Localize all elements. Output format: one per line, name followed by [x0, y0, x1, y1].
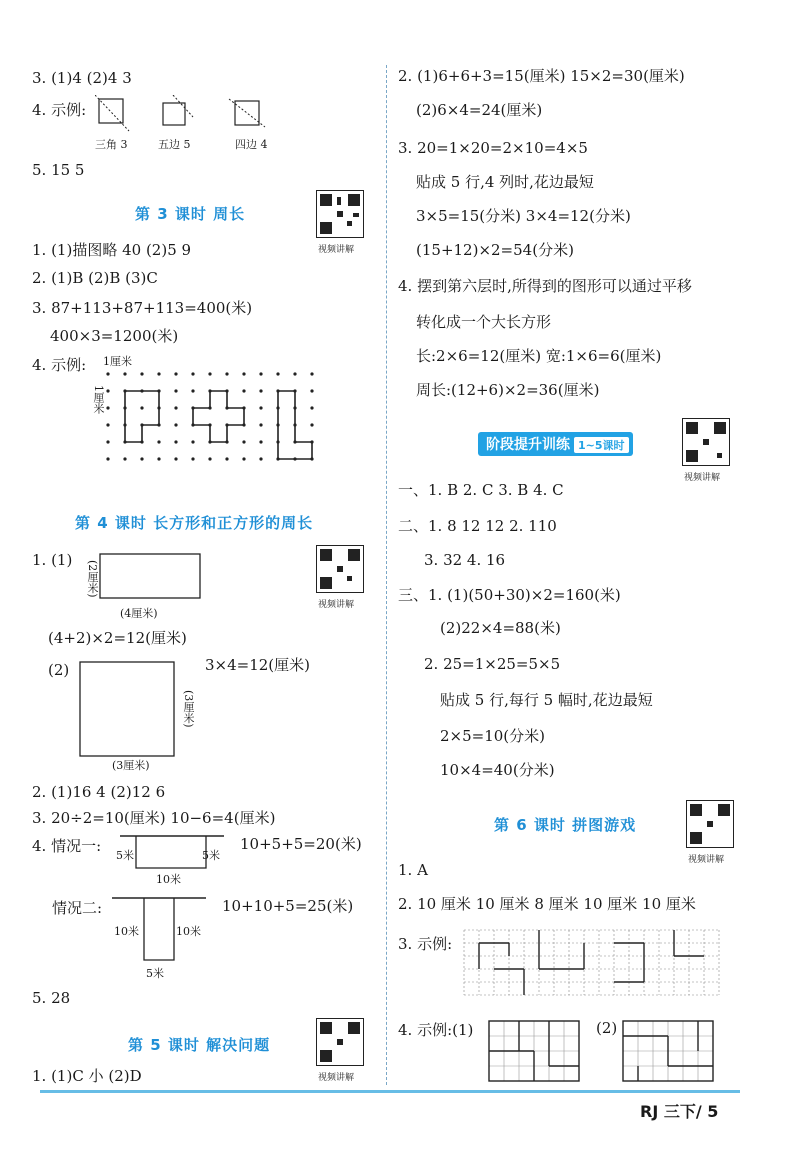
qr-code-icon[interactable]	[682, 418, 730, 466]
answer-line: 3. 示例:	[398, 935, 453, 953]
answer-line: 2. 10 厘米 10 厘米 8 厘米 10 厘米 10 厘米	[398, 895, 696, 913]
dimension-label: 5米	[202, 849, 220, 862]
answer-line: 5. 15 5	[32, 161, 85, 179]
answer-line: 3. 87+113+87+113=400(米)	[32, 299, 253, 317]
answer-line: 1. A	[398, 861, 428, 879]
answer-line: 2×5=10(分米)	[440, 727, 546, 745]
answer-line: 2. (1)6+6+3=15(厘米) 15×2=30(厘米)	[398, 67, 685, 85]
badge-subtitle: 1~5课时	[574, 437, 629, 453]
qr-caption: 视频讲解	[318, 245, 355, 255]
qr-code-icon[interactable]	[686, 800, 734, 848]
dot-grid-figures	[100, 368, 340, 468]
answer-line: 1. (1)C 小 (2)D	[32, 1067, 142, 1085]
answer-line: 3. 20=1×20=2×10=4×5	[398, 139, 588, 157]
answer-line: 3×4=12(厘米)	[205, 656, 311, 674]
answer-line: 4. 摆到第六层时,所得到的图形可以通过平移	[398, 277, 692, 295]
answer-line: (15+12)×2=54(分米)	[416, 241, 574, 259]
puzzle-example-two	[622, 1020, 714, 1086]
lesson-heading: 第 6 课时 拼图游戏	[494, 816, 637, 834]
answer-line: 3. 32 4. 16	[424, 551, 506, 569]
qr-caption: 视频讲解	[684, 473, 721, 483]
badge-title: 阶段提升训练	[486, 437, 570, 453]
answer-line: 4. 示例:	[32, 101, 87, 119]
answer-line: 1. (1)	[32, 551, 73, 569]
dimension-label: 10米	[176, 925, 201, 938]
answer-line: 3×5=15(分米) 3×4=12(分米)	[416, 207, 631, 225]
answer-line: 5. 28	[32, 989, 71, 1007]
dimension-label: (3厘米)	[182, 690, 195, 728]
answer-line: 4. 示例:	[32, 356, 87, 374]
answer-line: 贴成 5 行,4 列时,花边最短	[416, 173, 594, 191]
stage-training-badge	[478, 432, 633, 456]
lesson-heading: 第 4 课时 长方形和正方形的周长	[75, 514, 314, 532]
dimension-label: (2厘米)	[86, 560, 99, 598]
lesson-heading: 第 5 课时 解决问题	[128, 1036, 271, 1054]
answer-line: (2)	[48, 661, 70, 679]
qr-caption: 视频讲解	[318, 1073, 355, 1083]
answer-line: 情况二:	[52, 899, 103, 917]
answer-line: 周长:(12+6)×2=36(厘米)	[416, 381, 600, 399]
column-divider	[386, 65, 387, 1085]
answer-line: 长:2×6=12(厘米) 宽:1×6=6(厘米)	[416, 347, 662, 365]
answer-line: 4. 情况一:	[32, 837, 102, 855]
dimension-label: 10米	[156, 873, 181, 886]
shape-label: 三角 3	[95, 138, 128, 151]
answer-line: 3. (1)4 (2)4 3	[32, 69, 132, 87]
qr-caption: 视频讲解	[318, 600, 355, 610]
answer-line: 10+5+5=20(米)	[240, 835, 362, 853]
dimension-label: (4厘米)	[120, 607, 158, 620]
answer-line: 3. 20÷2=10(厘米) 10−6=4(厘米)	[32, 809, 276, 827]
answer-line: (2)	[596, 1019, 618, 1037]
qr-code-icon[interactable]	[316, 1018, 364, 1066]
puzzle-example-one	[488, 1020, 580, 1086]
answer-line: 转化成一个大长方形	[416, 313, 552, 331]
answer-line: (4+2)×2=12(厘米)	[48, 629, 187, 647]
answer-line: 4. 示例:(1)	[398, 1021, 474, 1039]
answer-line: 400×3=1200(米)	[50, 327, 179, 345]
dimension-label: 10米	[114, 925, 139, 938]
lesson-heading: 第 3 课时 周长	[135, 205, 246, 223]
answer-line: 2. (1)16 4 (2)12 6	[32, 783, 166, 801]
answer-line: 贴成 5 行,每行 5 幅时,花边最短	[440, 691, 653, 709]
rectangle-figure	[92, 552, 207, 602]
dimension-label: 5米	[116, 849, 134, 862]
page-footer: RJ 三下/ 5	[640, 1102, 719, 1121]
answer-line: 10+10+5=25(米)	[222, 897, 354, 915]
grid-unit-label: 1厘米	[103, 355, 132, 368]
shape-label: 四边 4	[235, 138, 268, 151]
dimension-label: 5米	[146, 967, 164, 980]
tiling-grid-example	[462, 928, 724, 1000]
answer-line: 三、1. (1)(50+30)×2=160(米)	[398, 586, 621, 604]
qr-code-icon[interactable]	[316, 545, 364, 593]
answer-line: 2. 25=1×25=5×5	[424, 655, 561, 673]
answer-line: 二、1. 8 12 12 2. 110	[398, 517, 557, 535]
square-figure	[78, 660, 178, 760]
answer-line: 2. (1)B (2)B (3)C	[32, 269, 158, 287]
answer-line: (2)22×4=88(米)	[440, 619, 561, 637]
grid-unit-label: 1厘米	[92, 385, 105, 414]
footer-rule	[40, 1090, 740, 1093]
answer-line: 一、1. B 2. C 3. B 4. C	[398, 481, 564, 499]
answer-line: 1. (1)描图略 40 (2)5 9	[32, 241, 192, 259]
answer-line: 10×4=40(分米)	[440, 761, 555, 779]
answer-line: (2)6×4=24(厘米)	[416, 101, 543, 119]
qr-code-icon[interactable]	[316, 190, 364, 238]
shape-label: 五边 5	[158, 138, 191, 151]
dimension-label: (3厘米)	[112, 759, 150, 772]
qr-caption: 视频讲解	[688, 855, 725, 865]
